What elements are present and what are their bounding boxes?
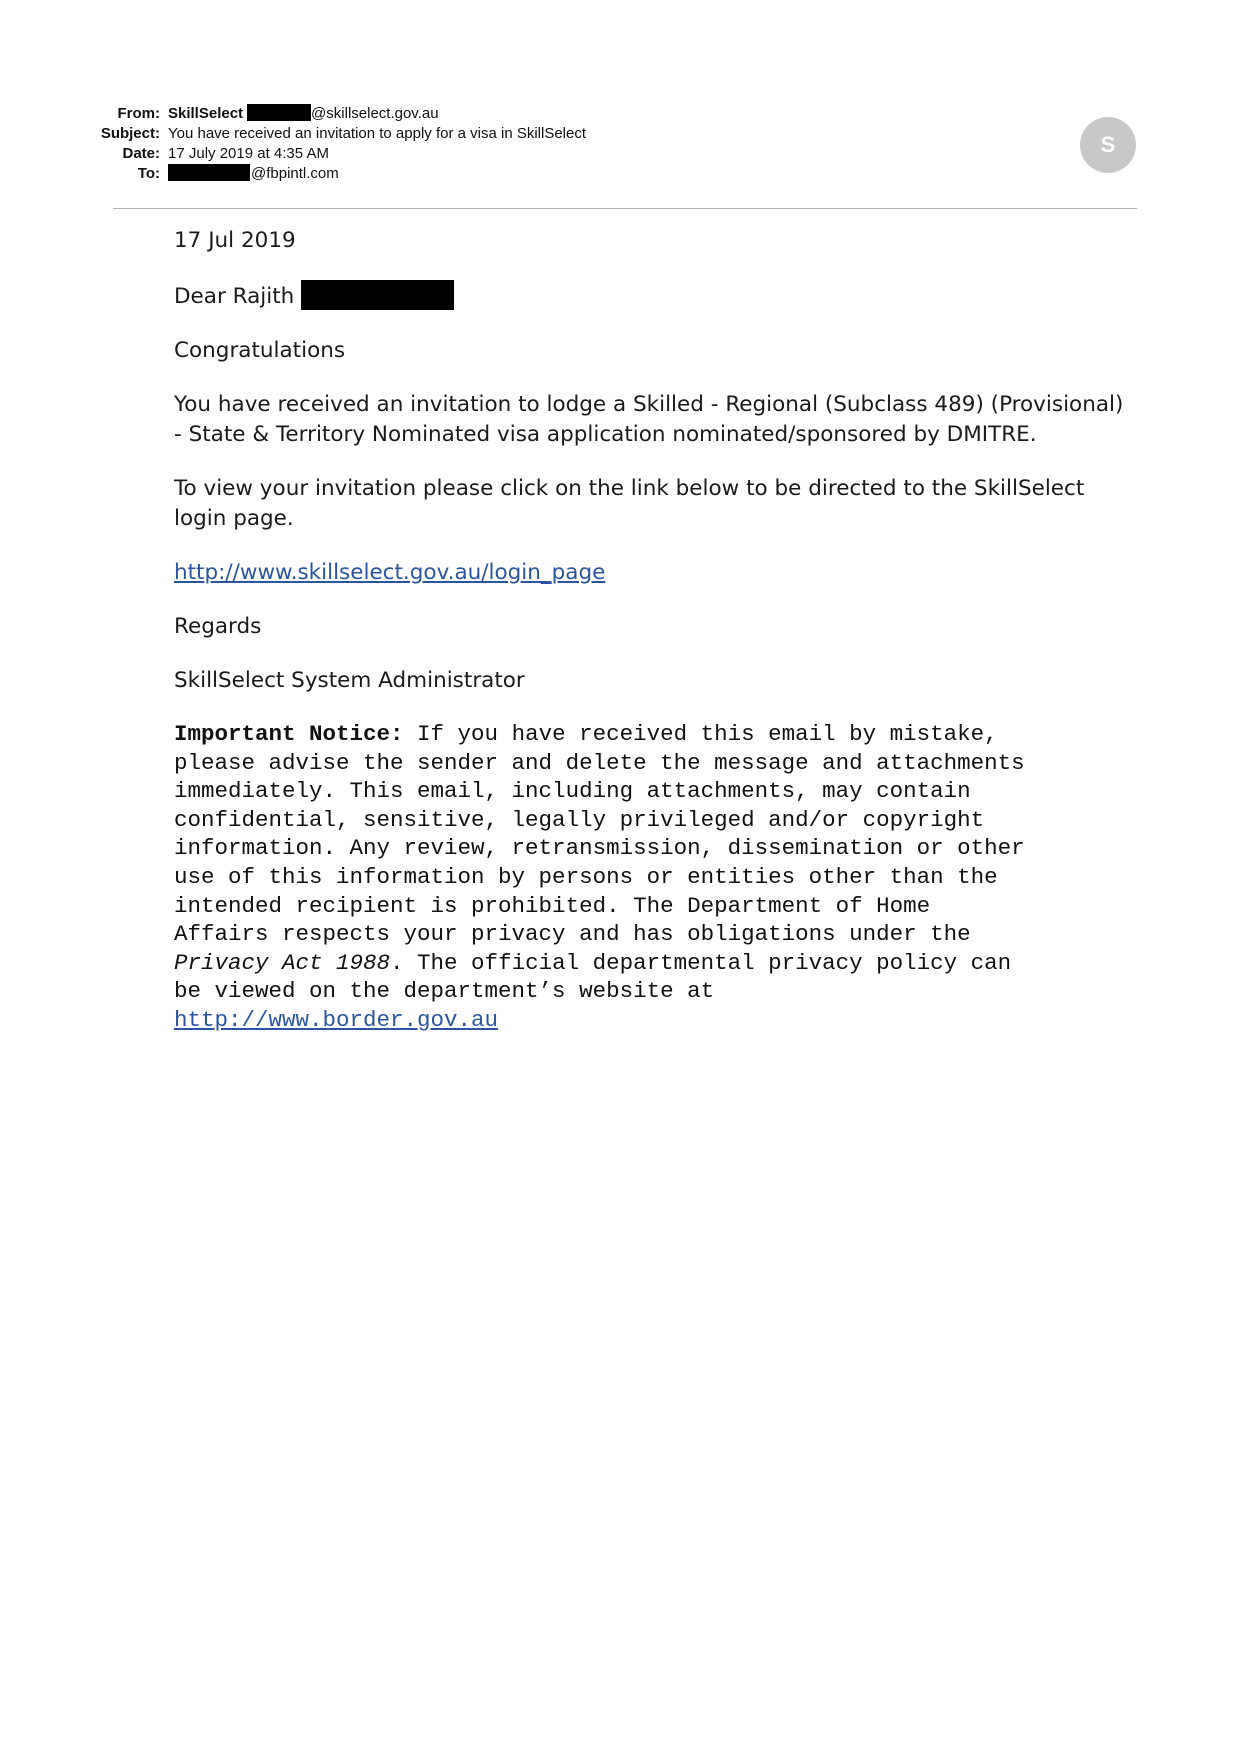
body-date: 17 Jul 2019 [174, 228, 296, 253]
signature: SkillSelect System Administrator [174, 668, 525, 693]
greeting [174, 280, 1124, 312]
notice-line: If you have received this email by mistake, [403, 721, 998, 747]
greeting-text: Dear Rajith [174, 284, 295, 309]
border-link[interactable]: http://www.border.gov.au [174, 1006, 499, 1033]
email-header [100, 104, 1130, 184]
notice-line: confidential, sensitive, legally privileged and/or copyright [174, 806, 985, 833]
redacted-recipient-user [168, 164, 250, 181]
sender-avatar: S [1080, 117, 1136, 173]
login-link-paragraph [174, 558, 1124, 588]
invitation-paragraph: You have received an invitation to lodge a Skilled - Regional (Subclass 489) (Provisional) - State & Territory Nominated visa application nominated/sponsored by DMITRE. [174, 392, 1124, 447]
notice-line: Affairs respects your privacy and has obligations under the [174, 921, 971, 948]
privacy-act-title: Privacy Act 1988 [174, 949, 391, 976]
header-divider [113, 208, 1137, 209]
notice-line: immediately. This email, including attachments, may contain [174, 778, 971, 805]
recipient-domain: @fbpintl.com [251, 165, 339, 182]
view-paragraph: To view your invitation please click on the link below to be directed to the SkillSelect login page. [174, 476, 1085, 531]
email-body [174, 226, 1124, 1035]
to-value [168, 164, 339, 184]
date-label: Date: [122, 145, 160, 162]
redacted-surname [301, 280, 454, 310]
regards: Regards [174, 614, 262, 639]
sender-name: SkillSelect [168, 105, 244, 122]
login-link[interactable]: http://www.skillselect.gov.au/login_page [174, 560, 606, 585]
congratulations: Congratulations [174, 338, 346, 363]
notice-line: information. Any review, retransmission, dissemination or other [174, 835, 1025, 862]
from-value [168, 104, 439, 124]
sender-domain: @skillselect.gov.au [311, 105, 439, 122]
notice-label: Important Notice: [174, 721, 404, 747]
to-row [100, 164, 1130, 184]
important-notice [174, 720, 1124, 1035]
subject-value: You have received an invitation to apply for a visa in SkillSelect [168, 125, 587, 142]
subject-row [100, 124, 1130, 144]
date-value: 17 July 2019 at 4:35 AM [168, 145, 329, 162]
notice-line: intended recipient is prohibited. The Department of Home [174, 892, 931, 919]
notice-line: be viewed on the department’s website at [174, 978, 715, 1005]
from-row [100, 104, 1130, 124]
to-label: To: [137, 165, 160, 182]
notice-line: . The official departmental privacy policy can [390, 949, 1012, 976]
notice-line: please advise the sender and delete the message and attachments [174, 749, 1025, 776]
date-row [100, 144, 1130, 164]
subject-label: Subject: [100, 125, 160, 142]
from-label: From: [117, 105, 160, 122]
redacted-sender-user [247, 104, 311, 121]
notice-line: use of this information by persons or entities other than the [174, 863, 998, 890]
